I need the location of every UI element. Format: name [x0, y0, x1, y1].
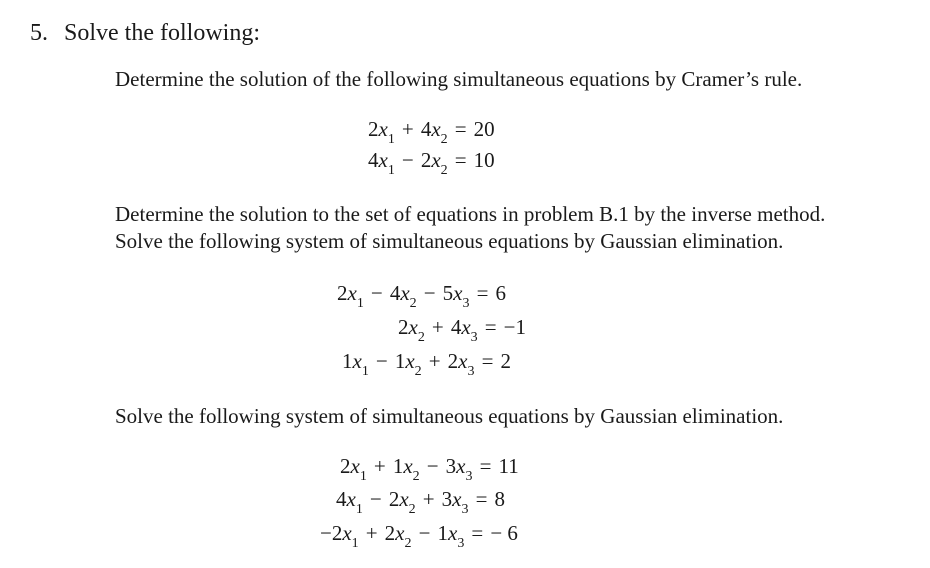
cramer-equation-1: $2x_1 + 4x_2 = 20$: [368, 117, 495, 148]
gaussian-system1-equation-3: $1x_1 - 1x_2 + 2x_3 = 2$: [342, 349, 511, 380]
gaussian-system1-equation-1: $2x_1 - 4x_2 - 5x_3 = 6$: [337, 281, 506, 312]
gaussian-system2-equation-1: $2x_1 + 1x_2 - 3x_3 = 11$: [340, 454, 519, 485]
gaussian-system1-equation-2: $2x_2 + 4x_3 = -1$: [398, 315, 526, 346]
gaussian-system2-equation-2: $4x_1 - 2x_2 + 3x_3 = 8$: [336, 487, 505, 518]
cramer-instruction: Determine the solution of the following simultaneous equations by Cramer’s rule.: [115, 67, 803, 91]
problem-title: Solve the following:: [64, 20, 260, 46]
inverse-method-instruction: Determine the solution to the set of equations in problem B.1 by the inverse method.: [115, 202, 826, 226]
gaussian-instruction-1: Solve the following system of simultaneous equations by Gaussian elimination.: [115, 229, 784, 253]
gaussian-instruction-2: Solve the following system of simultaneous equations by Gaussian elimination.: [115, 404, 784, 428]
gaussian-system2-equation-3: $-2x_1 + 2x_2 - 1x_3$ = − 6: [320, 521, 518, 552]
problem-number: 5.: [30, 20, 48, 46]
cramer-equation-2: $4x_1 - 2x_2 = 10$: [368, 148, 495, 179]
problem-heading: [30, 20, 260, 47]
